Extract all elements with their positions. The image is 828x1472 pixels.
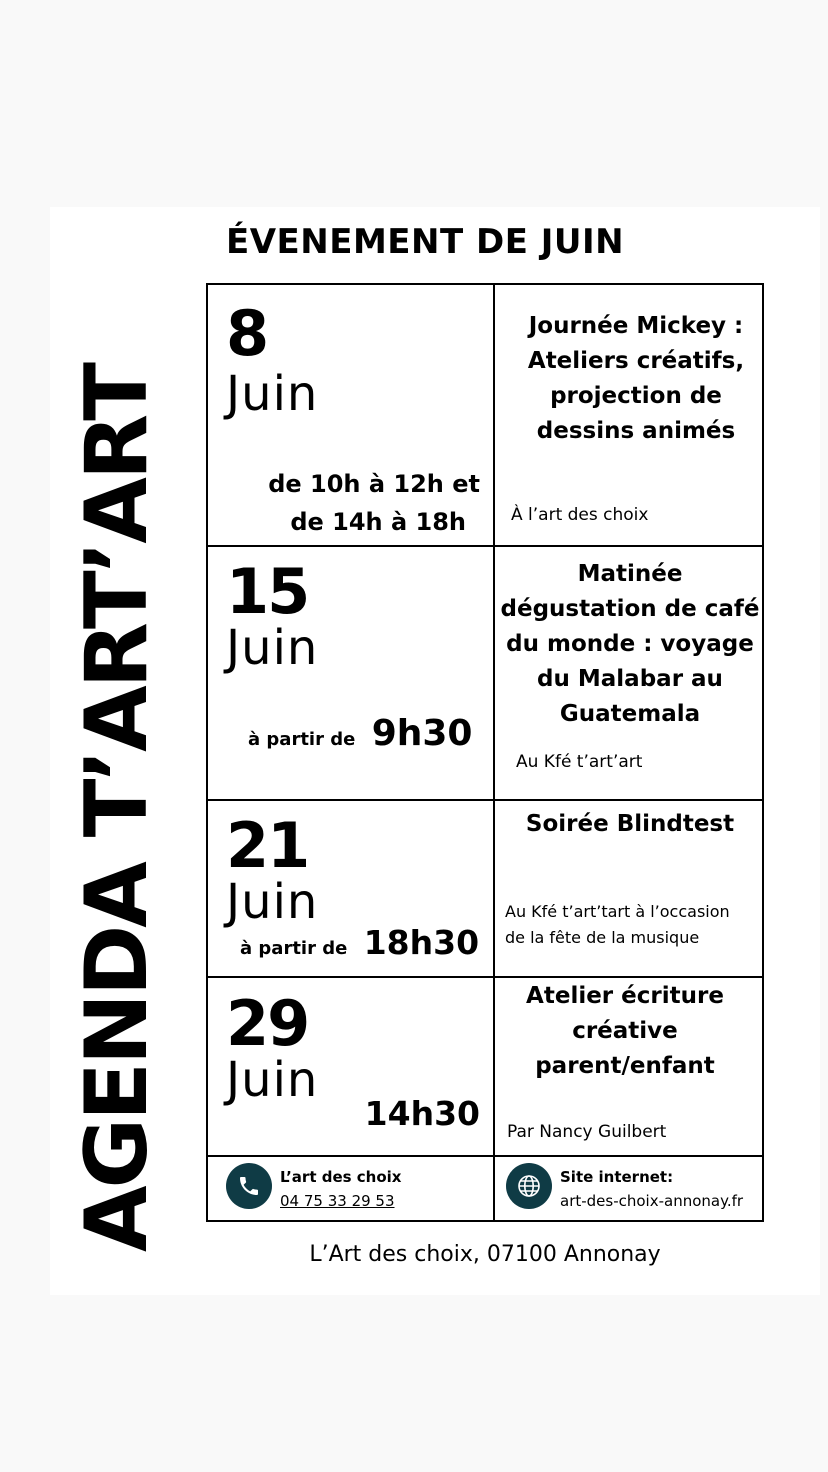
row-divider [208,799,762,801]
row-divider [208,1155,762,1157]
event-time [220,465,480,541]
footer-address: L’Art des choix, 07100 Annonay [309,1242,661,1267]
phone-number-link[interactable]: 04 75 33 29 53 [280,1192,395,1210]
event-title-line: dégustation de café [500,596,760,622]
row-divider [208,976,762,978]
page-title: ÉVENEMENT DE JUIN [226,222,625,262]
event-time-prefix: à partir de [240,938,348,959]
event-time [240,921,480,971]
event-venue: Par Nancy Guilbert [507,1122,667,1142]
event-month: Juin [226,366,319,422]
event-month: Juin [226,620,319,676]
event-venue: À l’art des choix [511,505,649,525]
event-title [498,979,752,1084]
event-title-line: dessins animés [536,418,736,444]
event-title-line: parent/enfant [535,1053,715,1079]
event-time-value: 9h30 [371,713,473,754]
event-day: 15 [226,555,309,628]
event-venue: Au Kfé t’art’art [516,752,643,772]
phone-icon [226,1163,272,1209]
row-divider [208,545,762,547]
event-title-line: du monde : voyage [506,631,754,657]
website-label: Site internet: [560,1168,674,1186]
event-time [248,711,478,763]
event-venue [505,899,730,951]
event-month: Juin [226,874,319,930]
event-day: 29 [226,987,309,1060]
event-title-line: Guatemala [559,701,701,727]
event-title-line: créative [572,1018,678,1044]
event-title [496,557,764,732]
event-time-line: de 14h à 18h [290,508,466,536]
event-time-prefix: à partir de [248,729,356,750]
event-title-line: Atelier écriture [526,983,724,1009]
event-title-line: Matinée [577,561,683,587]
event-month: Juin [226,1052,319,1108]
event-day: 21 [226,809,309,882]
globe-icon [506,1163,552,1209]
event-title [496,807,764,842]
event-title [498,309,774,449]
event-day: 8 [226,297,268,370]
event-venue-line: de la fête de la musique [505,928,700,947]
phone-label: L’art des choix [280,1168,402,1186]
event-time-value: 18h30 [363,923,480,962]
event-time [358,1091,480,1140]
event-title-line: projection de [550,383,722,409]
column-divider [493,285,495,1220]
event-title-line: Ateliers créatifs, [527,348,745,374]
agenda-table [206,283,764,1222]
side-title: AGENDA T’ART’ART [67,365,167,1252]
event-venue-line: Au Kfé t’art’tart à l’occasion [505,902,730,921]
event-title-line: Soirée Blindtest [525,811,735,837]
event-title-line: du Malabar au [537,666,723,692]
event-time-value: 14h30 [364,1094,480,1133]
event-time-line: de 10h à 12h et [268,470,480,498]
website-link[interactable]: art-des-choix-annonay.fr [560,1192,744,1210]
event-title-line: Journée Mickey : [528,313,744,339]
